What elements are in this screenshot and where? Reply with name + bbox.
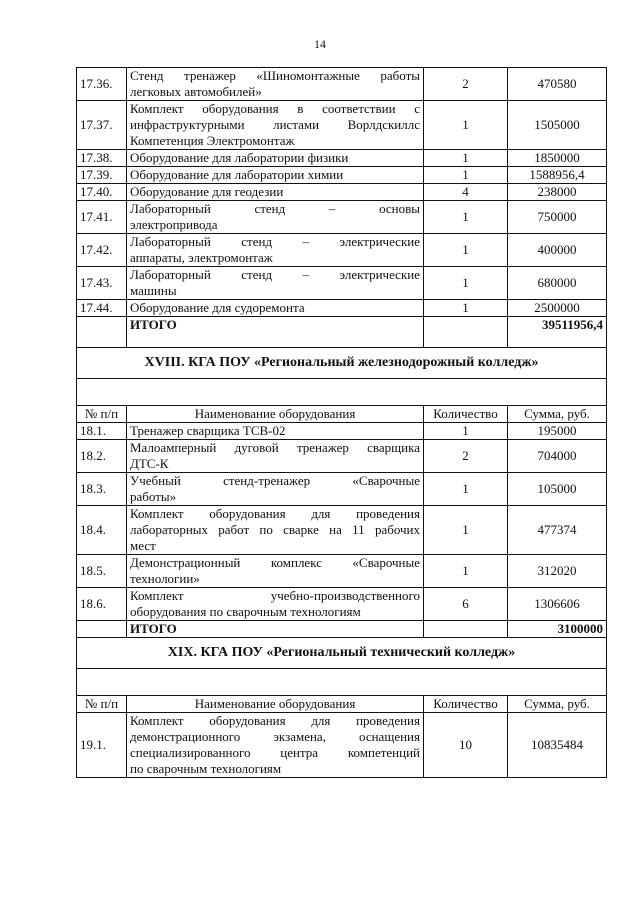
spacer-row: [77, 379, 607, 406]
table-row: [77, 506, 607, 555]
header-name: Наименование оборудования: [127, 696, 424, 713]
equipment-name-line: мест: [130, 538, 156, 553]
equipment-name-line: Оборудование для лаборатории физики: [130, 150, 349, 165]
header-qty: Количество: [424, 696, 508, 713]
row-number-cell: 18.6.: [77, 588, 127, 621]
spacer-cell: [77, 669, 607, 696]
quantity-cell: 2: [424, 440, 508, 473]
spacer-cell: [77, 379, 607, 406]
table-row: [77, 555, 607, 588]
quantity-cell: 1: [424, 150, 508, 167]
sum-cell: 1306606: [508, 588, 607, 621]
equipment-name-cell: [127, 234, 424, 267]
total-num-cell: [77, 621, 127, 638]
row-number-cell: 17.37.: [77, 101, 127, 150]
row-number-cell: 17.36.: [77, 68, 127, 101]
total-num-cell: [77, 317, 127, 348]
equipment-name-line: Тренажер сварщика ТСВ-02: [130, 423, 286, 438]
section-title: XVIII. КГА ПОУ «Региональный железнодорожный колледж»: [77, 348, 607, 379]
equipment-name-line: оборудования по сварочным технологиям: [130, 604, 361, 619]
sum-cell: 704000: [508, 440, 607, 473]
spacer-row: [77, 669, 607, 696]
sum-cell: 477374: [508, 506, 607, 555]
quantity-cell: 10: [424, 713, 508, 778]
equipment-name-line: специализированного центра компетенций: [130, 745, 420, 760]
row-number-cell: 18.3.: [77, 473, 127, 506]
table-row: [77, 184, 607, 201]
total-sum: 39511956,4: [508, 317, 607, 348]
equipment-name-cell: [127, 150, 424, 167]
row-number-cell: 18.2.: [77, 440, 127, 473]
sum-cell: 400000: [508, 234, 607, 267]
quantity-cell: 1: [424, 201, 508, 234]
row-number-cell: 17.38.: [77, 150, 127, 167]
sum-cell: 312020: [508, 555, 607, 588]
quantity-cell: 1: [424, 101, 508, 150]
equipment-name-cell: [127, 555, 424, 588]
section-title: XIX. КГА ПОУ «Региональный технический колледж»: [77, 638, 607, 669]
equipment-name-line: Комплект оборудования в соответствии с: [130, 101, 420, 116]
row-number-cell: 17.40.: [77, 184, 127, 201]
equipment-name-line: Стенд тренажер «Шиномонтажные работы: [130, 68, 420, 83]
header-sum: Сумма, руб.: [508, 406, 607, 423]
table-row: [77, 101, 607, 150]
table-row: [77, 201, 607, 234]
section-title-row: [77, 348, 607, 379]
sum-cell: 238000: [508, 184, 607, 201]
section-title-row: [77, 638, 607, 669]
sum-cell: 1850000: [508, 150, 607, 167]
equipment-table: [76, 67, 607, 778]
equipment-name-cell: [127, 184, 424, 201]
quantity-cell: 1: [424, 423, 508, 440]
equipment-name-cell: [127, 506, 424, 555]
total-label: ИТОГО: [127, 621, 424, 638]
table-row: [77, 440, 607, 473]
header-qty: Количество: [424, 406, 508, 423]
sum-cell: 1588956,4: [508, 167, 607, 184]
equipment-name-cell: [127, 68, 424, 101]
total-sum: 3100000: [508, 621, 607, 638]
row-number-cell: 17.41.: [77, 201, 127, 234]
table-row: [77, 423, 607, 440]
sum-cell: 470580: [508, 68, 607, 101]
equipment-name-line: демонстрационного экзамена, оснащения: [130, 729, 420, 744]
quantity-cell: 6: [424, 588, 508, 621]
sum-cell: 105000: [508, 473, 607, 506]
row-number-cell: 19.1.: [77, 713, 127, 778]
quantity-cell: 1: [424, 267, 508, 300]
quantity-cell: 1: [424, 300, 508, 317]
header-name: Наименование оборудования: [127, 406, 424, 423]
header-sum: Сумма, руб.: [508, 696, 607, 713]
row-number-cell: 18.5.: [77, 555, 127, 588]
equipment-name-line: аппараты, электромонтаж: [130, 250, 273, 265]
equipment-name-cell: [127, 167, 424, 184]
total-row: [77, 621, 607, 638]
equipment-name-line: Оборудование для лаборатории химии: [130, 167, 344, 182]
table-row: [77, 267, 607, 300]
sum-cell: 750000: [508, 201, 607, 234]
equipment-name-line: технологии»: [130, 571, 200, 586]
page-number: 14: [314, 37, 326, 51]
equipment-name-cell: [127, 713, 424, 778]
quantity-cell: 1: [424, 555, 508, 588]
equipment-name-line: Учебный стенд-тренажер «Сварочные: [130, 473, 420, 488]
quantity-cell: 2: [424, 68, 508, 101]
sum-cell: 10835484: [508, 713, 607, 778]
equipment-name-line: Малоамперный дуговой тренажер сварщика: [130, 440, 420, 455]
total-qty-cell: [424, 317, 508, 348]
equipment-name-cell: [127, 588, 424, 621]
table-row: [77, 167, 607, 184]
row-number-cell: 18.1.: [77, 423, 127, 440]
row-number-cell: 17.39.: [77, 167, 127, 184]
equipment-name-cell: [127, 300, 424, 317]
equipment-name-line: Лабораторный стенд – электрические: [130, 267, 420, 282]
equipment-name-cell: [127, 473, 424, 506]
row-number-cell: 17.44.: [77, 300, 127, 317]
sum-cell: 2500000: [508, 300, 607, 317]
equipment-name-line: Оборудование для геодезии: [130, 184, 284, 199]
table-row: [77, 68, 607, 101]
equipment-name-line: Лабораторный стенд – электрические: [130, 234, 420, 249]
row-number-cell: 17.43.: [77, 267, 127, 300]
equipment-name-line: лабораторных работ по сварке на 11 рабочих: [130, 522, 420, 537]
quantity-cell: 4: [424, 184, 508, 201]
equipment-name-line: легковых автомобилей»: [130, 84, 262, 99]
equipment-name-line: Комплект оборудования для проведения: [130, 506, 420, 521]
equipment-name-line: Комплект учебно-производственного: [130, 588, 420, 603]
sum-cell: 195000: [508, 423, 607, 440]
equipment-name-cell: [127, 423, 424, 440]
sum-cell: 680000: [508, 267, 607, 300]
equipment-name-line: ДТС-К: [130, 456, 169, 471]
quantity-cell: 1: [424, 506, 508, 555]
table-header-row: [77, 696, 607, 713]
table-row: [77, 300, 607, 317]
table-header-row: [77, 406, 607, 423]
equipment-name-line: Оборудование для судоремонта: [130, 300, 305, 315]
header-num: № п/п: [77, 696, 127, 713]
equipment-name-line: инфраструктурными листами Ворлдскиллс: [130, 117, 420, 132]
equipment-name-cell: [127, 201, 424, 234]
table-row: [77, 473, 607, 506]
equipment-name-line: электропривода: [130, 217, 218, 232]
total-label: ИТОГО: [127, 317, 424, 348]
equipment-name-cell: [127, 101, 424, 150]
equipment-name-line: Комплект оборудования для проведения: [130, 713, 420, 728]
quantity-cell: 1: [424, 473, 508, 506]
table-row: [77, 588, 607, 621]
total-qty-cell: [424, 621, 508, 638]
sum-cell: 1505000: [508, 101, 607, 150]
table-row: [77, 234, 607, 267]
total-row: [77, 317, 607, 348]
row-number-cell: 18.4.: [77, 506, 127, 555]
table-row: [77, 713, 607, 778]
equipment-name-line: работы»: [130, 489, 177, 504]
equipment-table-body: [77, 68, 607, 778]
equipment-name-line: Лабораторный стенд – основы: [130, 201, 420, 216]
header-num: № п/п: [77, 406, 127, 423]
quantity-cell: 1: [424, 167, 508, 184]
equipment-name-line: Компетенция Электромонтаж: [130, 133, 295, 148]
equipment-name-line: по сварочным технологиям: [130, 761, 282, 776]
quantity-cell: 1: [424, 234, 508, 267]
equipment-name-cell: [127, 267, 424, 300]
equipment-name-line: машины: [130, 283, 177, 298]
equipment-name-cell: [127, 440, 424, 473]
row-number-cell: 17.42.: [77, 234, 127, 267]
table-row: [77, 150, 607, 167]
equipment-name-line: Демонстрационный комплекс «Сварочные: [130, 555, 420, 570]
